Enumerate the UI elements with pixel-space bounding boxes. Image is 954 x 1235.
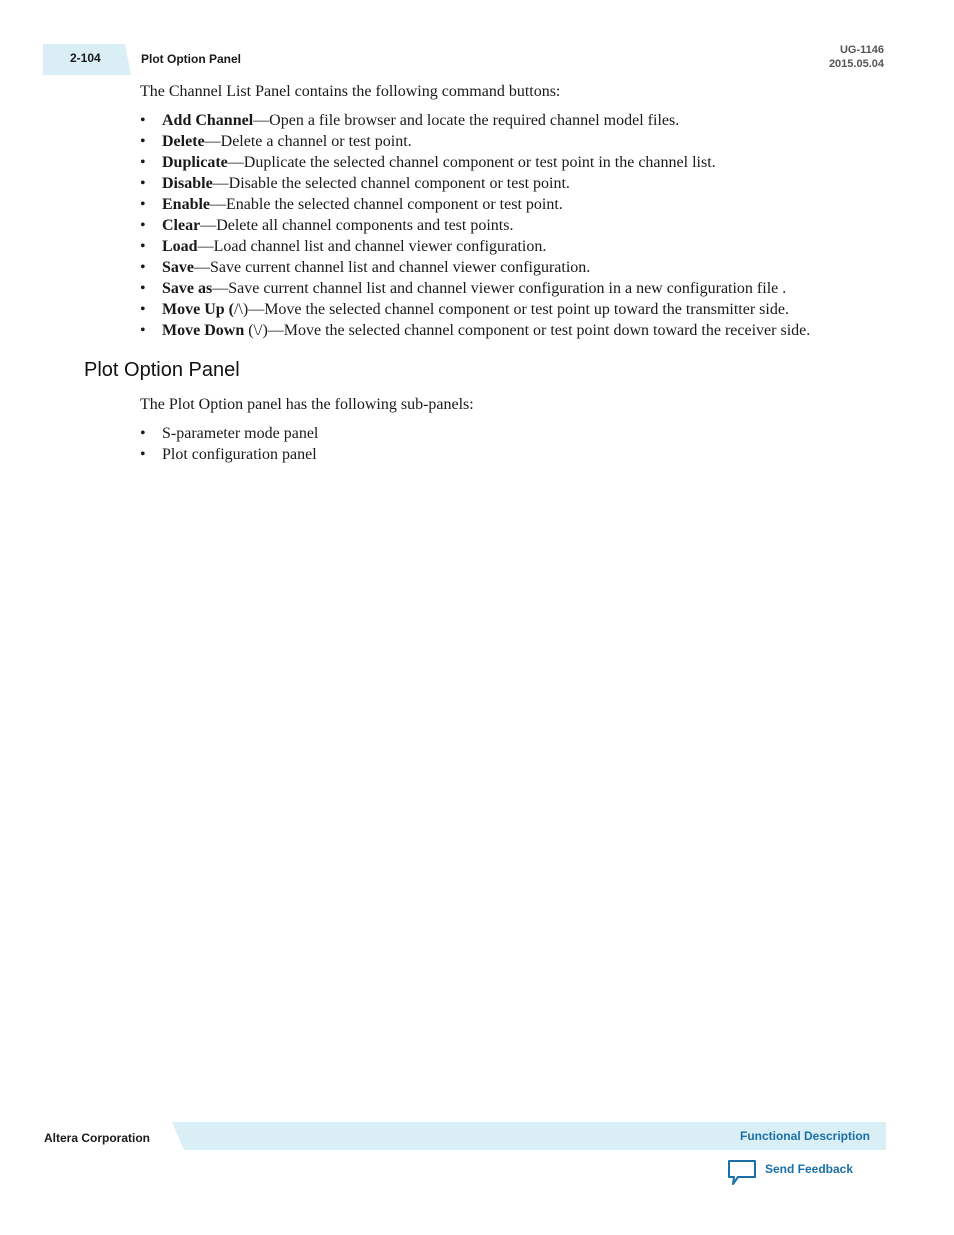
command-term: Clear [162, 217, 201, 234]
chapter-link[interactable]: Functional Description [739, 1129, 870, 1143]
send-feedback-link[interactable]: Send Feedback [765, 1162, 854, 1176]
feedback-bubble-icon[interactable] [726, 1158, 758, 1188]
subpanel-list [140, 423, 318, 465]
list-item: • Save as—Save current channel list and channel viewer configuration in a new configuration file . [140, 280, 787, 297]
command-term: Add Channel [162, 112, 254, 129]
list-item: • Enable—Enable the selected channel component or test point. [140, 196, 563, 213]
command-desc: —Load channel list and channel viewer configuration. [197, 238, 547, 255]
list-item: • Disable—Disable the selected channel component or test point. [140, 175, 570, 192]
subpanel-label: Plot configuration panel [162, 446, 317, 463]
section-heading: Plot Option Panel [84, 359, 240, 381]
command-desc: —Disable the selected channel component or test point. [212, 175, 570, 192]
command-term: Delete [162, 133, 205, 150]
command-term: Enable [162, 196, 211, 213]
list-item: • Load—Load channel list and channel viewer configuration. [140, 238, 547, 255]
list-item: • Move Down (\/)—Move the selected channel component or test point down toward the receiver side. [140, 322, 811, 339]
list-item: • Add Channel—Open a file browser and locate the required channel model files. [140, 112, 680, 129]
list-item: • Delete—Delete a channel or test point. [140, 133, 412, 150]
command-term: Duplicate [162, 154, 228, 171]
command-desc: —Save current channel list and channel viewer configuration. [194, 259, 591, 276]
command-desc: —Enable the selected channel component or test point. [210, 196, 563, 213]
intro-paragraph: The Channel List Panel contains the following command buttons: [140, 83, 561, 100]
doc-id: UG-1146 [839, 44, 884, 56]
command-desc: —Save current channel list and channel viewer configuration in a new configuration file . [212, 280, 787, 297]
command-desc: (\/)—Move the selected channel component or test point down toward the receiver side. [244, 322, 811, 339]
command-term: Load [162, 238, 198, 255]
doc-meta [829, 43, 884, 71]
header-section-title: Plot Option Panel [141, 52, 242, 66]
command-list [140, 110, 810, 341]
command-term: Disable [162, 175, 213, 192]
command-term: Move Down [162, 322, 245, 339]
page-number: 2-104 [70, 51, 101, 65]
command-desc: —Duplicate the selected channel component or test point in the channel list. [227, 154, 716, 171]
command-desc: /\)—Move the selected channel component or test point up toward the transmitter side. [233, 301, 789, 318]
section-paragraph: The Plot Option panel has the following sub-panels: [140, 396, 474, 413]
doc-date: 2015.05.04 [828, 58, 884, 70]
list-item: • Save—Save current channel list and channel viewer configuration. [140, 259, 591, 276]
list-item: • Duplicate—Duplicate the selected channel component or test point in the channel list. [140, 154, 716, 171]
list-item: • Clear—Delete all channel components and test points. [140, 217, 514, 234]
footer-company: Altera Corporation [44, 1131, 151, 1145]
list-item: • Plot configuration panel [140, 446, 317, 463]
command-desc: —Delete a channel or test point. [204, 133, 412, 150]
command-term: Move Up ( [162, 301, 234, 318]
command-desc: —Delete all channel components and test points. [200, 217, 514, 234]
command-term: Save as [162, 280, 213, 297]
list-item: • S-parameter mode panel [140, 425, 319, 442]
command-desc: —Open a file browser and locate the required channel model files. [253, 112, 680, 129]
subpanel-label: S-parameter mode panel [162, 425, 319, 442]
list-item: • Move Up (/\)—Move the selected channel component or test point up toward the transmitter side. [140, 301, 789, 318]
command-term: Save [162, 259, 194, 276]
